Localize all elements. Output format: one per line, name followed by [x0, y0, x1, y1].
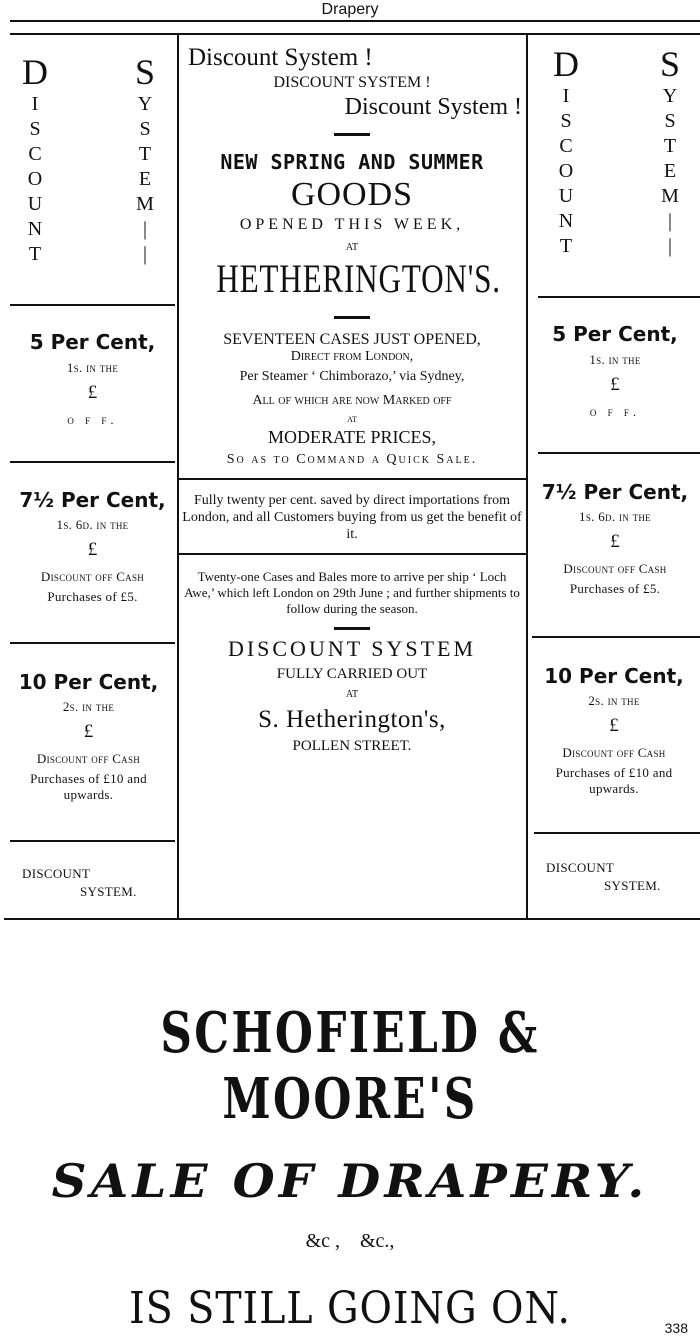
letter: S	[660, 44, 681, 84]
center-headline-3: Discount System !	[344, 94, 522, 120]
letter: S	[29, 118, 41, 140]
schofield-moore-heading: SCHOFIELD & MOORE'S	[160, 1000, 540, 1132]
rate-line: 2s. in the	[62, 699, 115, 714]
discount-off-cash: Discount off Cash	[40, 569, 145, 584]
at-label-2: at	[347, 413, 357, 425]
center-divider-2	[334, 316, 370, 319]
left-rule-4	[10, 840, 175, 842]
twenty-one-cases-paragraph: Twenty-one Cases and Bales more to arrive per ship ‘ Loch Awe,’ which left London on 29th June ; and further shipments to follow during the season.	[184, 569, 520, 616]
letter: T	[559, 235, 573, 257]
rate-heading: 10 Per Cent,	[18, 670, 159, 694]
right-rule-1	[538, 296, 700, 298]
letter: |	[143, 218, 148, 240]
twenty-per-cent-paragraph: Fully twenty per cent. saved by direct importations from London, and all Customers buying from us get the benefit of it.	[182, 493, 522, 542]
sale-of-drapery: SALE OF DRAPERY.	[51, 1154, 649, 1208]
discount-off-cash: Discount off Cash	[563, 561, 667, 576]
letter: I	[31, 93, 39, 115]
right-system-vertical	[660, 44, 680, 259]
left-rule-3	[10, 642, 175, 644]
etc-line: &c , &c.,	[305, 1230, 395, 1252]
box-bottom-rule	[4, 918, 700, 920]
letter: T	[663, 135, 677, 157]
letter: |	[143, 243, 148, 265]
direct-from-london: Direct from London,	[290, 349, 414, 364]
opened-this-week: OPENED THIS WEEK,	[239, 216, 465, 233]
letter: Y	[137, 93, 153, 115]
right-discount-vertical	[553, 44, 579, 259]
letter: C	[28, 143, 42, 165]
rate-heading: 5 Per Cent,	[552, 322, 678, 346]
center-divider-1	[334, 133, 370, 136]
right-footer-discount: DISCOUNT	[546, 860, 615, 875]
goods-heading: GOODS	[290, 176, 414, 213]
letter: C	[559, 135, 573, 157]
fully-carried-out: FULLY CARRIED OUT	[276, 666, 428, 682]
center-advert	[178, 44, 526, 755]
letter: Y	[662, 85, 678, 107]
schofield-moore-advert	[0, 1000, 700, 1334]
rate-line: 1s. in the	[66, 360, 119, 375]
discount-off-cash: Discount off Cash	[36, 751, 141, 766]
pound-sign: £	[83, 721, 94, 742]
pound-sign: £	[87, 382, 98, 403]
left-rule-1	[10, 304, 175, 306]
center-headline-1: Discount System !	[188, 44, 373, 71]
left-block-7pct	[10, 488, 175, 605]
upwards-line: upwards.	[63, 787, 114, 802]
rate-line: 1s. 6d. in the	[56, 517, 129, 532]
hetheringtons-heading: HETHERINGTON'S.	[216, 256, 501, 301]
left-block-10pct	[0, 670, 177, 803]
letter: D	[553, 44, 579, 84]
letter: U	[27, 193, 43, 215]
rate-line: 1s. in the	[589, 352, 641, 367]
center-divider-3	[334, 627, 370, 630]
pound-sign: £	[610, 531, 620, 552]
quick-sale: So as to Command a Quick Sale.	[226, 452, 478, 467]
purchase-line: Purchases of £5.	[569, 581, 661, 596]
letter: U	[558, 185, 574, 207]
pollen-street: POLLEN STREET.	[292, 738, 412, 754]
left-block-5pct	[10, 330, 175, 428]
letter: M	[661, 185, 679, 207]
left-footer-discount: DISCOUNT	[22, 866, 91, 881]
s-hetheringtons: S. Hetherington's,	[258, 706, 446, 733]
center-headline-2: DISCOUNT SYSTEM !	[273, 74, 431, 91]
letter: E	[138, 168, 152, 190]
center-mid-rule	[178, 478, 526, 480]
discount-off-cash: Discount off Cash	[562, 745, 666, 760]
left-system-vertical	[135, 52, 155, 267]
rate-heading: 7½ Per Cent,	[19, 488, 166, 512]
at-label-3: AT	[345, 689, 359, 700]
rate-line: 1s. 6d. in the	[579, 509, 651, 524]
box-top-rule	[10, 33, 700, 35]
letter: S	[135, 52, 156, 92]
pound-sign: £	[87, 539, 98, 560]
pound-sign: £	[609, 715, 619, 736]
purchase-line: Purchases of £5.	[47, 589, 138, 604]
right-rule-3	[532, 636, 700, 638]
letter: S	[560, 110, 572, 132]
left-discount-vertical	[22, 52, 48, 267]
rate-heading: 7½ Per Cent,	[541, 480, 689, 504]
letter: S	[139, 118, 151, 140]
letter: T	[28, 243, 42, 265]
letter: N	[27, 218, 43, 240]
rate-heading: 10 Per Cent,	[544, 664, 684, 688]
letter: E	[663, 160, 677, 182]
per-steamer: Per Steamer ‘ Chimborazo,’ via Sydney,	[239, 369, 465, 384]
letter: M	[136, 193, 154, 215]
moderate-prices: MODERATE PRICES,	[267, 427, 437, 447]
page-number: 338	[664, 1320, 688, 1336]
letter: D	[22, 52, 48, 92]
discount-system-heading: DISCOUNT SYSTEM	[227, 636, 477, 661]
right-rule-2	[538, 452, 700, 454]
at-label-1: AT	[345, 242, 359, 253]
section-header	[0, 0, 700, 20]
purchase-line: Purchases of £10 and	[555, 765, 673, 780]
letter: O	[27, 168, 43, 190]
off-text: o f f.	[589, 404, 641, 419]
center-mid-rule-2	[178, 553, 526, 555]
rate-line: 2s. in the	[588, 693, 640, 708]
right-rule-4	[534, 832, 700, 834]
off-text: o f f.	[67, 412, 118, 427]
header-rule	[10, 20, 700, 22]
left-rule-2	[10, 461, 175, 463]
letter: T	[138, 143, 152, 165]
section-title: Drapery	[321, 1, 379, 18]
letter: |	[668, 210, 673, 232]
right-block-5pct	[530, 322, 700, 420]
letter: I	[562, 85, 570, 107]
rate-heading: 5 Per Cent,	[29, 330, 156, 354]
letter: |	[668, 235, 673, 257]
still-going-on: IS STILL GOING ON.	[129, 1283, 571, 1334]
letter: N	[558, 210, 574, 232]
new-spring-summer: NEW SPRING AND SUMMER	[220, 150, 484, 174]
purchase-line: Purchases of £10 and	[30, 771, 147, 786]
letter: O	[558, 160, 574, 182]
pound-sign: £	[610, 374, 620, 395]
right-block-10pct	[528, 664, 700, 797]
right-block-7pct	[530, 480, 700, 597]
seventeen-cases: SEVENTEEN CASES JUST OPENED,	[223, 331, 481, 348]
left-footer-system: SYSTEM.	[80, 884, 137, 899]
right-footer-system: SYSTEM.	[604, 878, 661, 893]
upwards-line: upwards.	[589, 781, 639, 796]
letter: S	[664, 110, 676, 132]
marked-off: All of which are now Marked off	[252, 393, 452, 408]
